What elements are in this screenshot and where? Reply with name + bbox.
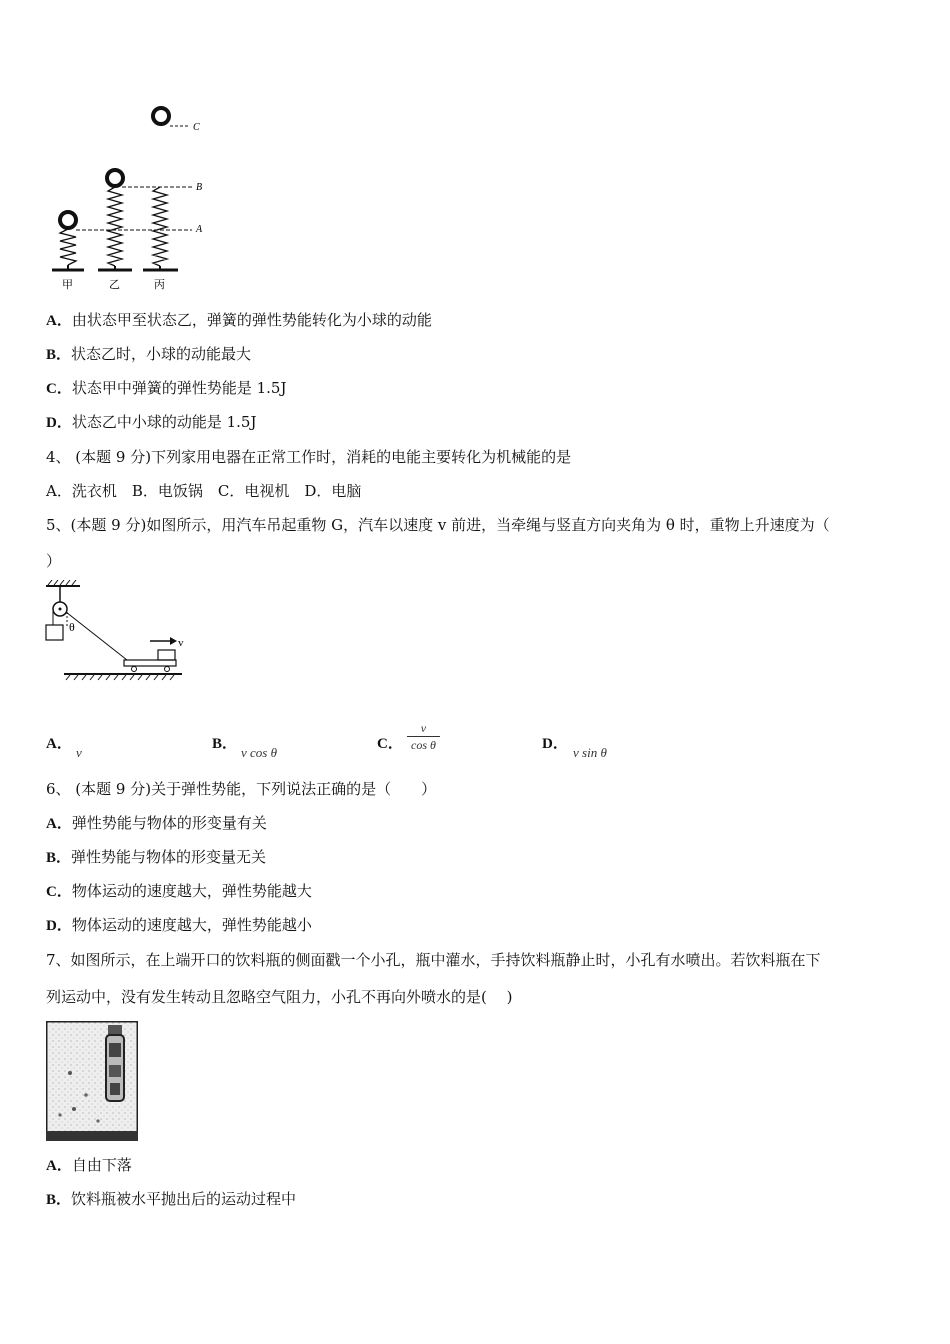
q5-option-b-expr: v cos θ <box>241 745 277 760</box>
q6-option-c: C．物体运动的速度越大，弹性势能越大 <box>46 882 312 900</box>
q5-stem-line2: ） <box>46 552 62 570</box>
q5-option-c-expr <box>407 720 440 753</box>
q5-option-a-expr: v <box>76 745 82 760</box>
caption-bing: 丙 <box>154 278 165 291</box>
q4-stem: 4、 (本题 9 分)下列家用电器在正常工作时，消耗的电能主要转化为机械能的是 <box>46 448 572 466</box>
spring-figure <box>40 100 220 295</box>
label-c: C <box>193 122 200 133</box>
q3-option-a: A．由状态甲至状态乙，弹簧的弹性势能转化为小球的动能 <box>46 311 432 329</box>
q5-stem-line1: 5、(本题 9 分)如图所示，用汽车吊起重物 G，汽车以速度 v 前进，当牵绳与竖直方向夹角为 θ 时，重物上升速度为（ <box>46 516 830 534</box>
bottle-photo-figure <box>46 1021 138 1141</box>
caption-jia: 甲 <box>62 278 73 291</box>
theta-label: θ <box>69 620 75 634</box>
truck-crane-figure <box>42 580 187 685</box>
q6-option-b: B．弹性势能与物体的形变量无关 <box>46 848 267 866</box>
q3-option-c: C．状态甲中弹簧的弹性势能是 1.5J <box>46 379 287 397</box>
label-b: B <box>196 182 203 193</box>
q5-option-c: C． <box>377 736 403 752</box>
caption-yi: 乙 <box>109 278 120 291</box>
q5-option-b: B． <box>212 736 238 752</box>
q7-option-b: B．饮料瓶被水平抛出后的运动过程中 <box>46 1190 297 1208</box>
fraction-numerator: v <box>407 720 440 737</box>
q4-options: A．洗衣机 B．电饭锅 C．电视机 D．电脑 <box>46 482 362 500</box>
v-label: v <box>178 637 184 649</box>
fraction-denominator: cos θ <box>411 738 436 752</box>
q5-option-d-expr: v sin θ <box>573 745 607 760</box>
q6-stem: 6、 (本题 9 分)关于弹性势能，下列说法正确的是（ ） <box>46 780 437 798</box>
q3-option-b: B．状态乙时，小球的动能最大 <box>46 345 252 363</box>
label-a: A <box>196 224 203 235</box>
q7-stem-line2: 列运动中，没有发生转动且忽略空气阻力，小孔不再向外喷水的是( ) <box>46 988 513 1006</box>
q6-option-d: D．物体运动的速度越大，弹性势能越小 <box>46 916 312 934</box>
q7-option-a: A．自由下落 <box>46 1156 132 1174</box>
q5-option-a: A． <box>46 736 72 752</box>
q5-option-d: D． <box>542 736 568 752</box>
q7-stem-line1: 7、如图所示，在上端开口的饮料瓶的侧面戳一个小孔，瓶中灌水，手持饮料瓶静止时，小孔有水喷出。若饮料瓶在下 <box>46 951 821 969</box>
q3-option-d: D．状态乙中小球的动能是 1.5J <box>46 413 257 431</box>
q6-option-a: A．弹性势能与物体的形变量有关 <box>46 814 267 832</box>
